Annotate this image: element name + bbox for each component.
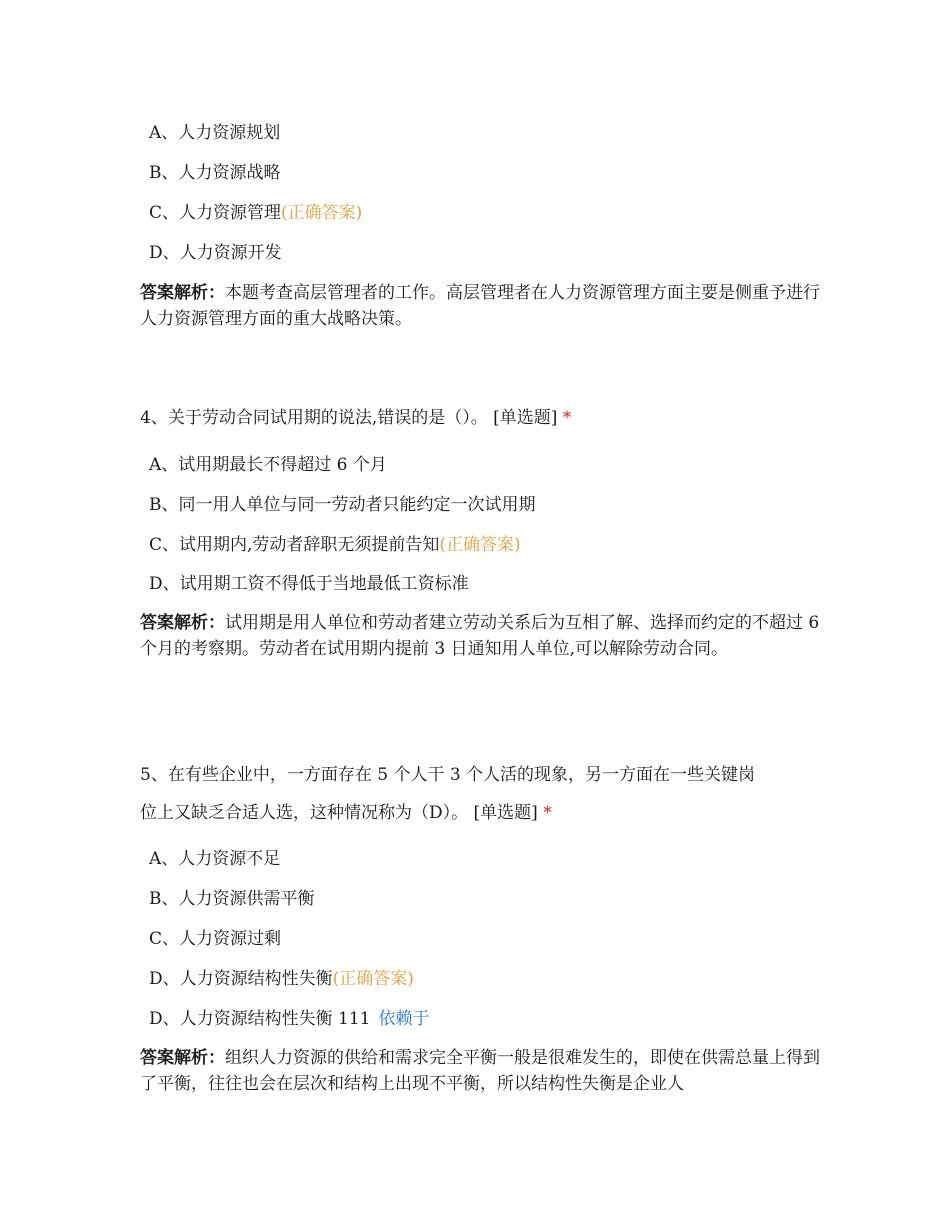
question-text: 5、在有些企业中，一方面存在 5 个人干 3 个人活的现象，另一方面在一些关键岗 xyxy=(140,765,756,785)
option-label: B、同一用人单位与同一劳动者只能约定一次试用期 xyxy=(149,495,536,515)
q5-option-a[interactable] xyxy=(149,848,280,870)
option-label: C、试用期内,劳动者辞职无须提前告知 xyxy=(149,535,440,555)
q4-explanation xyxy=(140,610,820,662)
option-label: A、试用期最长不得超过 6 个月 xyxy=(149,455,387,475)
q3-option-d[interactable] xyxy=(149,242,282,264)
correct-answer-tag: (正确答案) xyxy=(332,969,414,989)
option-label: D、人力资源结构性失衡 xyxy=(149,969,333,989)
option-label: D、人力资源开发 xyxy=(149,243,282,263)
q4-option-d[interactable] xyxy=(149,573,469,595)
q5-option-c[interactable] xyxy=(149,928,281,950)
q5-explanation xyxy=(140,1045,820,1097)
required-marker: * xyxy=(543,803,552,823)
option-label: D、人力资源结构性失衡 111 xyxy=(149,1009,371,1029)
q4-option-b[interactable] xyxy=(149,494,536,516)
question-text: 4、关于劳动合同试用期的说法,错误的是（）。 [单选题] xyxy=(140,408,558,428)
option-label: B、人力资源战略 xyxy=(149,163,281,183)
q5-option-d-extra[interactable] xyxy=(149,1008,429,1030)
option-label: D、试用期工资不得低于当地最低工资标准 xyxy=(149,574,469,594)
q3-option-c[interactable] xyxy=(149,202,362,224)
dependency-link[interactable]: 依赖于 xyxy=(378,1009,430,1029)
explanation-text: 试用期是用人单位和劳动者建立劳动关系后为互相了解、选择而约定的不超过 6 个月的考察期。劳动者在试用期内提前 3 日通知用人单位,可以解除劳动合同。 xyxy=(140,613,820,659)
q3-option-b[interactable] xyxy=(149,162,281,184)
correct-answer-tag: (正确答案) xyxy=(281,203,363,223)
q3-explanation xyxy=(140,280,820,332)
explanation-label: 答案解析： xyxy=(140,613,225,633)
q5-option-d[interactable] xyxy=(149,968,414,990)
q4-question xyxy=(140,407,820,429)
q5-question-line2 xyxy=(140,802,820,824)
option-label: A、人力资源规划 xyxy=(149,123,281,143)
option-label: B、人力资源供需平衡 xyxy=(149,889,315,909)
explanation-text: 组织人力资源的供给和需求完全平衡一般是很难发生的，即使在供需总量上得到了平衡，往往也会在层次和结构上出现不平衡，所以结构性失衡是企业人 xyxy=(140,1048,820,1094)
option-label: C、人力资源管理 xyxy=(149,203,282,223)
q4-option-a[interactable] xyxy=(149,454,387,476)
q3-option-a[interactable] xyxy=(149,122,280,144)
q5-question-line1 xyxy=(140,764,820,786)
q4-option-c[interactable] xyxy=(149,534,521,556)
explanation-label: 答案解析： xyxy=(140,1048,225,1068)
q5-option-b[interactable] xyxy=(149,888,315,910)
option-label: A、人力资源不足 xyxy=(149,849,281,869)
question-text: 位上又缺乏合适人选，这种情况称为（D）。 [单选题] xyxy=(140,803,538,823)
explanation-text: 本题考查高层管理者的工作。高层管理者在人力资源管理方面主要是侧重予进行人力资源管理方面的重大战略决策。 xyxy=(140,283,820,329)
required-marker: * xyxy=(562,408,572,428)
option-label: C、人力资源过剩 xyxy=(149,929,282,949)
explanation-label: 答案解析： xyxy=(140,283,225,303)
correct-answer-tag: (正确答案) xyxy=(439,535,521,555)
